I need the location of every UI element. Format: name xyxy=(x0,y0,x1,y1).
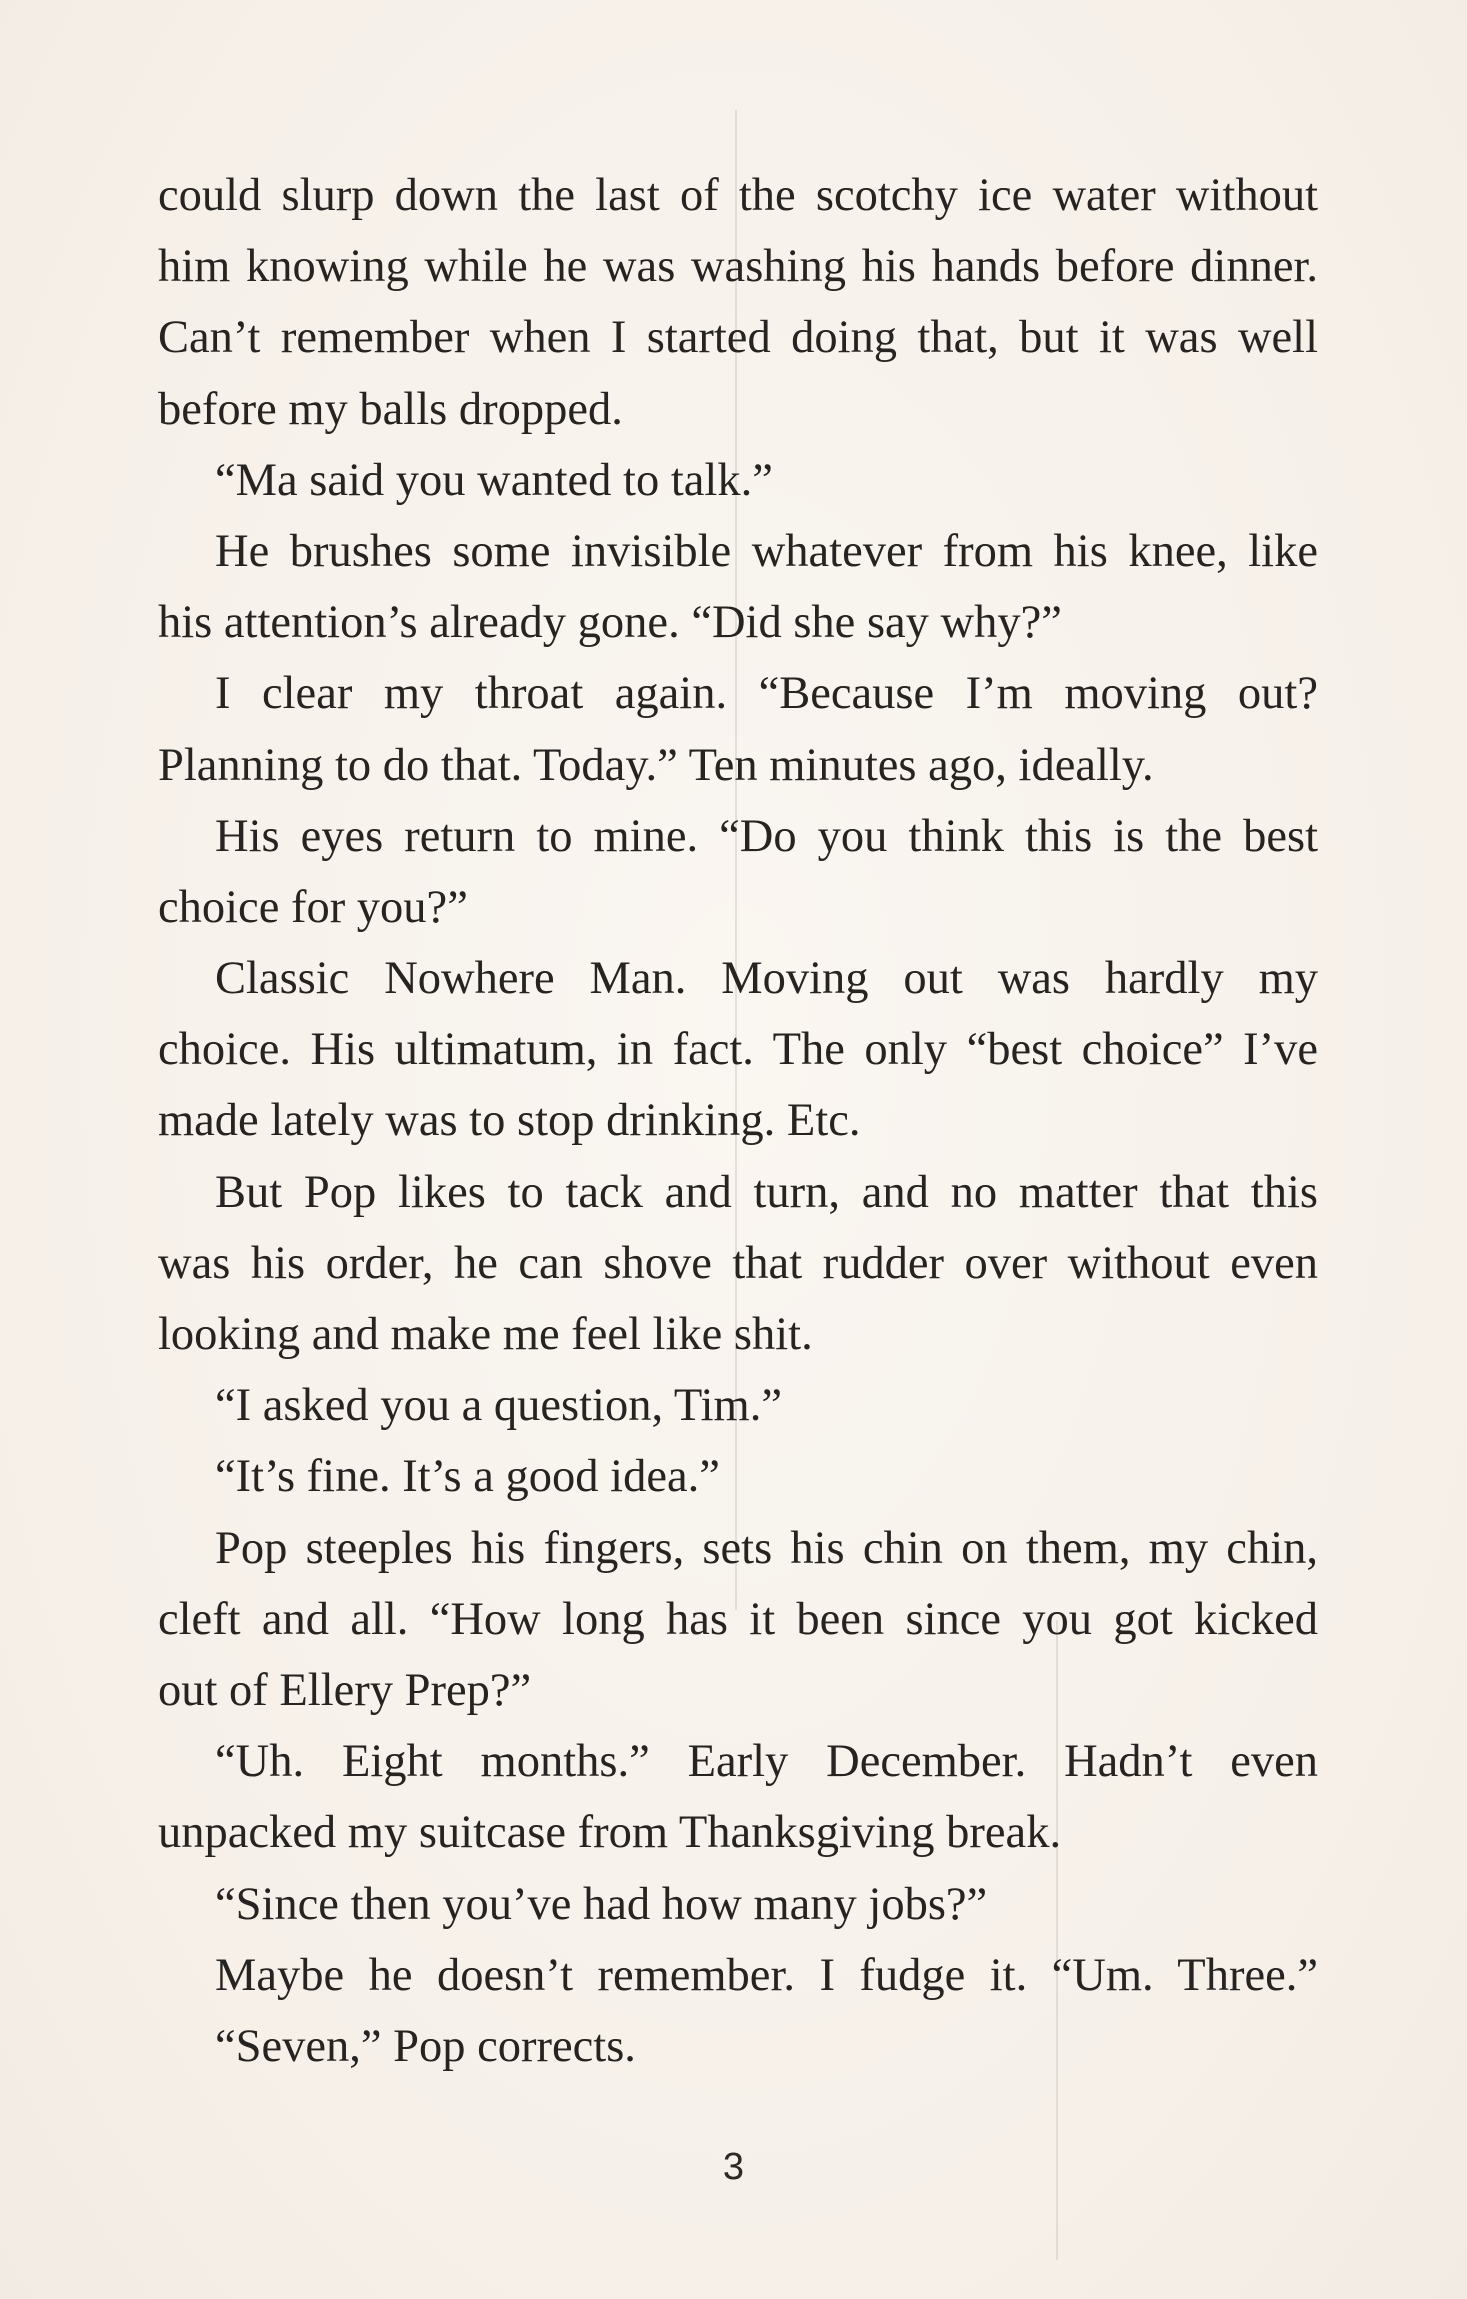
text-line: Planning to do that. Today.” Ten minutes ago, ideally. xyxy=(158,739,1154,791)
page-number: 3 xyxy=(722,2146,745,2188)
text-line: His eyes return to mine. “Do you think this is the best xyxy=(215,810,1318,862)
text-line: choice for you?” xyxy=(158,881,468,933)
text-line: But Pop likes to tack and turn, and no matter that this xyxy=(215,1166,1318,1218)
text-line: his attention’s already gone. “Did she say why?” xyxy=(158,597,1062,649)
text-line: “Seven,” Pop corrects. xyxy=(215,2020,636,2072)
text-line: “Uh. Eight months.” Early December. Hadn’t even xyxy=(215,1736,1318,1788)
text-line: I clear my throat again. “Because I’m moving out? xyxy=(215,668,1318,720)
text-line: was his order, he can shove that rudder over without even xyxy=(158,1237,1318,1289)
text-line: “It’s fine. It’s a good idea.” xyxy=(215,1451,720,1503)
text-line: He brushes some invisible whatever from his knee, like xyxy=(215,525,1318,577)
page-body-text xyxy=(158,160,1318,2082)
text-line: looking and make me feel like shit. xyxy=(158,1309,813,1360)
text-line: cleft and all. “How long has it been since you got kicked xyxy=(158,1593,1318,1645)
text-line: Classic Nowhere Man. Moving out was hardly my xyxy=(215,953,1318,1005)
text-line: Can’t remember when I started doing that, but it was well xyxy=(158,312,1318,364)
text-line: Pop steeples his fingers, sets his chin on them, my chin, xyxy=(215,1522,1318,1574)
text-line: “I asked you a question, Tim.” xyxy=(215,1380,782,1432)
text-line: out of Ellery Prep?” xyxy=(158,1664,532,1716)
text-line: made lately was to stop drinking. Etc. xyxy=(158,1095,861,1147)
text-line: unpacked my suitcase from Thanksgiving break. xyxy=(158,1807,1062,1859)
text-line: could slurp down the last of the scotchy ice water without xyxy=(158,170,1318,221)
text-line: him knowing while he was washing his hands before dinner. xyxy=(158,241,1318,293)
text-line: “Ma said you wanted to talk.” xyxy=(215,454,773,506)
text-line: choice. His ultimatum, in fact. The only “best choice” I’ve xyxy=(158,1024,1318,1076)
text-line: Maybe he doesn’t remember. I fudge it. “Um. Three.” xyxy=(215,1949,1318,2001)
text-line: before my balls dropped. xyxy=(158,383,623,435)
text-line: “Since then you’ve had how many jobs?” xyxy=(215,1878,988,1930)
